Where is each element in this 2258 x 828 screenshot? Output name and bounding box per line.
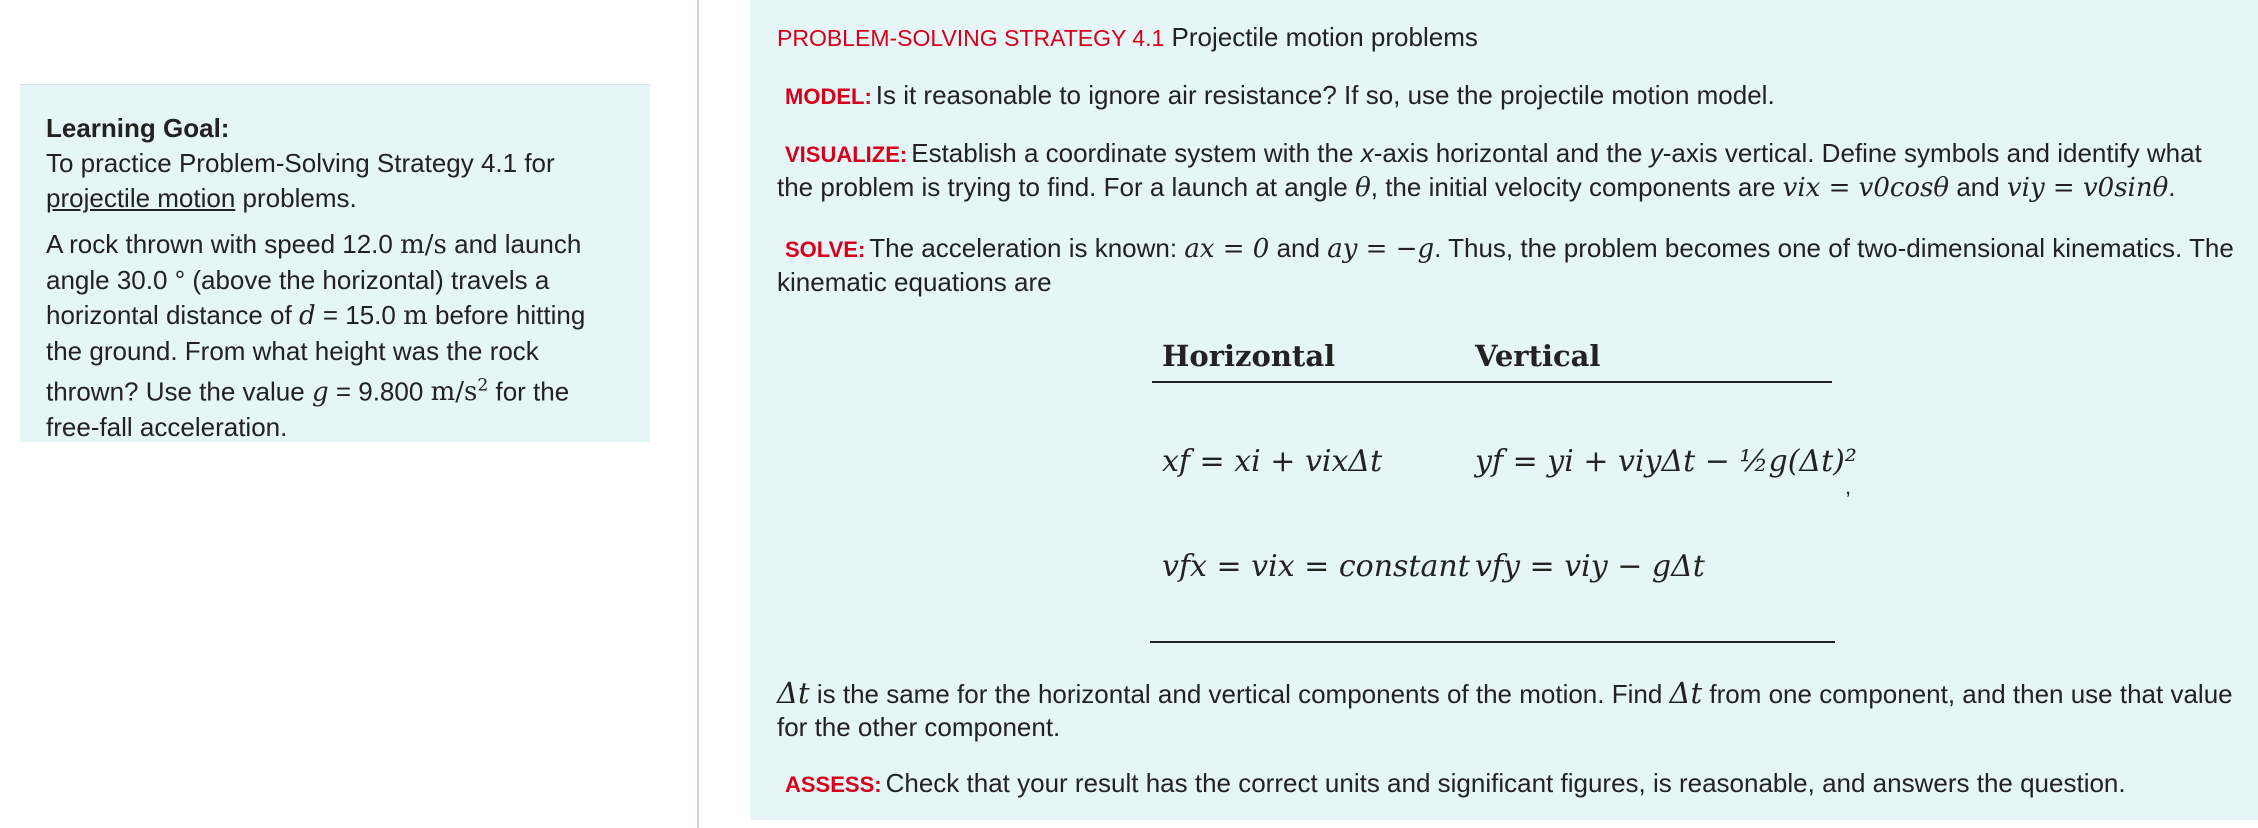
visualize-text-a: Establish a coordinate system with the xyxy=(911,138,1354,168)
x-axis-symbol: x xyxy=(1360,138,1374,168)
solve-and: and xyxy=(1276,233,1320,263)
learning-goal-intro: To practice Problem-Solving Strategy 4.1 for xyxy=(46,148,555,178)
problem-statement xyxy=(46,227,624,445)
assess-label: ASSESS: xyxy=(785,772,882,797)
model-text: Is it reasonable to ignore air resistance? If so, use the projectile motion model. xyxy=(875,80,1775,110)
period: . xyxy=(2168,172,2176,202)
visualize-label: VISUALIZE: xyxy=(785,142,908,167)
equation-comma: , xyxy=(1845,474,1852,499)
problem-text-4: = 15.0 xyxy=(322,300,396,330)
table-top-rule xyxy=(1152,381,1832,383)
problem-text-3: (above the horizontal) travels a horizontal distance of xyxy=(46,265,550,330)
delta-t-symbol: Δt xyxy=(777,676,810,710)
and-word: and xyxy=(1956,172,2000,202)
panel-divider xyxy=(697,0,699,828)
problem-text-5: before hitting the ground. From what height was the rock thrown? Use the value xyxy=(46,300,586,407)
learning-goal-heading: Learning Goal: xyxy=(46,113,230,143)
learning-goal-panel xyxy=(20,84,650,442)
problem-text-2: and launch angle 30.0 xyxy=(46,229,582,295)
strategy-panel xyxy=(750,0,2258,820)
delta-t-note xyxy=(777,677,2238,744)
solve-step xyxy=(777,232,2238,299)
delta-t-symbol-2: Δt xyxy=(1669,676,1703,710)
model-step xyxy=(777,79,2238,113)
assess-text: Check that your result has the correct units and significant figures, is reasonable, and answers the question. xyxy=(885,768,2126,798)
delta-t-text-b: from one component, and then use that value for the other component. xyxy=(777,679,2233,742)
equation-vfx: vfx = vix = constant xyxy=(1162,549,1470,584)
viy-equation: viy = v0sinθ xyxy=(2006,173,2169,203)
problem-text-1: A rock thrown with speed 12.0 xyxy=(46,229,393,259)
unit-acceleration-exponent: 2 xyxy=(477,376,489,396)
distance-variable: d xyxy=(298,301,316,331)
visualize-step xyxy=(777,137,2238,205)
assess-step xyxy=(777,767,2238,801)
projectile-motion-link[interactable]: projectile motion xyxy=(46,183,236,213)
learning-goal-suffix: problems. xyxy=(242,183,357,213)
ax-equation: ax = 0 xyxy=(1184,234,1270,264)
solve-label: SOLVE: xyxy=(785,237,866,262)
unit-acceleration-base: m/s xyxy=(430,377,478,408)
theta-symbol: θ xyxy=(1355,173,1371,203)
ay-equation: ay = −g xyxy=(1327,234,1435,264)
equation-xf: xf = xi + vixΔt xyxy=(1162,444,1383,479)
table-bottom-rule xyxy=(1150,641,1835,643)
strategy-label: PROBLEM-SOLVING STRATEGY 4.1 xyxy=(777,25,1165,51)
unit-acceleration xyxy=(431,377,489,407)
problem-text-7: for the free-fall acceleration. xyxy=(46,376,570,443)
model-label: MODEL: xyxy=(785,84,872,109)
column-header-vertical: Vertical xyxy=(1475,339,1601,373)
equation-yf: yf = yi + viyΔt − ½g(Δt)² xyxy=(1475,444,1857,479)
gravity-variable: g xyxy=(311,377,329,408)
learning-goal-text xyxy=(46,146,624,216)
delta-t-text-a: is the same for the horizontal and vertical components of the motion. Find xyxy=(816,679,1663,709)
vix-equation: vix = v0cosθ xyxy=(1782,173,1950,203)
solve-text-b: . Thus, the problem becomes one of two-dimensional kinematics. The kinematic equations are xyxy=(777,233,2234,297)
solve-text-a: The acceleration is known: xyxy=(869,233,1178,263)
unit-speed: m/s xyxy=(400,230,447,260)
column-header-horizontal: Horizontal xyxy=(1162,339,1336,373)
strategy-title: Projectile motion problems xyxy=(1171,22,1478,52)
visualize-text-c: -axis vertical. Define symbols and identify what the problem is trying to find. For a launch at angle xyxy=(777,138,2202,202)
visualize-text-b: -axis horizontal and the xyxy=(1373,138,1643,168)
y-axis-symbol: y xyxy=(1649,138,1663,168)
equation-vfy: vfy = viy − gΔt xyxy=(1475,549,1705,584)
visualize-text-d: , the initial velocity components are xyxy=(1370,172,1776,202)
unit-meters: m xyxy=(403,301,428,331)
problem-text-6: = 9.800 xyxy=(335,376,424,407)
strategy-title-line xyxy=(777,21,2238,55)
degree-symbol: ° xyxy=(174,265,186,295)
